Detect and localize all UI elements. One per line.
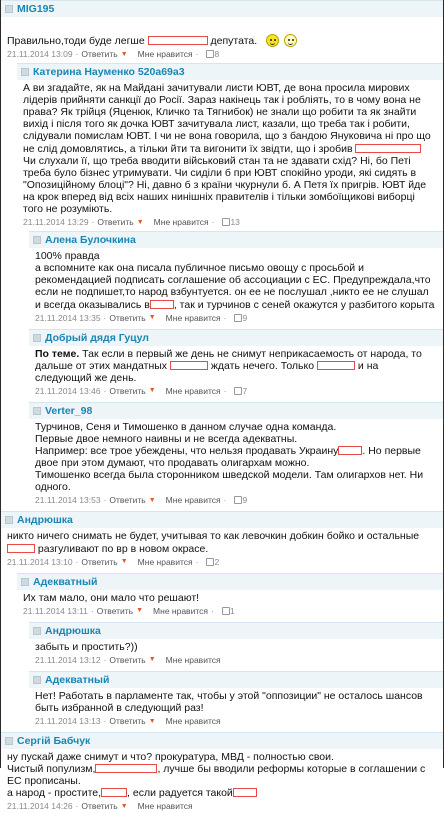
comment (29, 622, 443, 667)
comment-body: забыть и простить?)) (35, 640, 138, 653)
like-count: 8 (214, 49, 220, 60)
comment-body: 100% правда а вспомните как она писала публичное письмо овощу с просьбой и рекомендацией подписать соглашение об ассоциации с ЕС. Предупреждала,что если не подпишет,то народ взбунтуется. он ее не послушал ,никто ее не слушал и всегда оказывались в , так и турчинов с сеней окажутся у разбитого корыта (35, 250, 435, 311)
timestamp: 21.11.2014 13:13 (35, 716, 101, 726)
like-link[interactable]: Мне нравится (165, 312, 221, 323)
reply-link[interactable]: Ответить (81, 801, 118, 812)
avatar (33, 407, 41, 415)
comment-meta: 21.11.2014 13:12 · Ответить ▼ Мне нравится (35, 654, 221, 665)
censored-word (170, 361, 208, 370)
like-link[interactable]: Мне нравится (153, 605, 208, 616)
chevron-down-icon[interactable]: ▼ (120, 558, 128, 566)
like-count: 1 (229, 605, 235, 616)
chevron-down-icon[interactable]: ▼ (120, 802, 128, 810)
comment-body: Турчинов, Сеня и Тимошенко в данном случае одна команда. Первые двое немного наивны и не всегда адекватны. Например: все трое убеждены, что нельзя продавать Украину . Но первые двое при этом думают, что продавать олигархам можно. Тимошенко всегда была сторонником шведской модели. Там олигархов нет. Ни одного. (35, 420, 424, 494)
author-name[interactable]: Адекватный (33, 575, 98, 588)
timestamp: 21.11.2014 14:26 (7, 801, 73, 812)
like-link[interactable]: Мне нравится (165, 654, 221, 665)
comment-meta: 21.11.2014 13:29 · Ответить ▼ Мне нравится · 13 (23, 217, 240, 228)
like-count: 9 (242, 495, 248, 506)
censored-word (338, 446, 362, 455)
censored-word (233, 788, 257, 797)
timestamp: 21.11.2014 13:29 (23, 217, 89, 228)
timestamp: 21.11.2014 13:12 (35, 654, 101, 665)
comment-body: Нет! Работать в парламенте так, чтобы у этой "оппозиции" не осталось шансов быть избранной в следующий раз! (35, 689, 423, 714)
timestamp: 21.11.2014 13:46 (35, 385, 101, 396)
like-link[interactable]: Мне нравится (137, 556, 193, 567)
censored-word (150, 300, 174, 309)
timestamp: 21.11.2014 13:11 (23, 605, 88, 616)
like-icon[interactable] (206, 558, 214, 566)
chevron-down-icon[interactable]: ▼ (148, 387, 156, 395)
comment-header (1, 511, 443, 528)
reply-link[interactable]: Ответить (97, 217, 134, 228)
chevron-down-icon[interactable]: ▼ (148, 496, 156, 504)
comment (29, 329, 443, 398)
comment-body: ну пускай даже снимут и что? прокуратура, МВД - полностью свои. Чистый популизм, , лучше бы вводили реформы которые в соглашении с ЕС прописаны. а народ - простите, , если радуется такой (7, 751, 426, 800)
avatar (21, 68, 29, 76)
comment-header (29, 402, 443, 419)
like-link[interactable]: Мне нравится (153, 217, 209, 228)
author-name[interactable]: Алена Булочкина (45, 234, 136, 247)
author-name[interactable]: Адекватный (45, 673, 110, 686)
comment (17, 573, 443, 618)
reply-link[interactable]: Ответить (96, 605, 134, 616)
comment (1, 0, 443, 61)
reply-link[interactable]: Ответить (109, 716, 146, 726)
comment-meta: 21.11.2014 13:11 · Ответить ▼ Мне нравится · 1 (23, 605, 235, 616)
timestamp: 21.11.2014 13:35 (35, 312, 101, 323)
like-icon[interactable] (234, 387, 242, 395)
comment-header (29, 231, 443, 248)
timestamp: 21.11.2014 13:53 (35, 495, 101, 506)
censored-word (355, 144, 421, 153)
smiley-icon (266, 34, 279, 47)
chevron-down-icon[interactable]: ▼ (136, 218, 144, 226)
comment-meta: 21.11.2014 13:09 · Ответить ▼ Мне нравится · 8 (7, 49, 220, 60)
like-icon[interactable] (222, 607, 230, 615)
avatar (33, 236, 41, 244)
comment-meta: 21.11.2014 13:13 · Ответить ▼ Мне нравится (35, 716, 221, 726)
comment-header (1, 0, 443, 17)
like-count: 2 (214, 556, 220, 567)
censored-word (101, 788, 127, 797)
comment-body: Их там мало, они мало что решают! (23, 591, 200, 604)
like-link[interactable]: Мне нравится (165, 495, 221, 506)
censored-word (7, 544, 35, 553)
comment-meta: 21.11.2014 13:53 · Ответить ▼ Мне нравится · 9 (35, 495, 248, 506)
author-name[interactable]: Добрый дядя Гуцул (45, 331, 149, 344)
smiley-icon (284, 34, 297, 47)
reply-link[interactable]: Ответить (81, 49, 118, 60)
like-icon[interactable] (206, 50, 214, 58)
comment-meta: 21.11.2014 14:26 · Ответить ▼ Мне нравится (7, 801, 193, 812)
chevron-down-icon[interactable]: ▼ (120, 50, 128, 58)
reply-link[interactable]: Ответить (109, 312, 146, 323)
comment-header (29, 671, 443, 688)
timestamp: 21.11.2014 13:10 (7, 556, 73, 567)
timestamp: 21.11.2014 13:09 (7, 49, 73, 60)
comment-body: Правильно,тоди буде легше депутата. (1, 17, 443, 47)
avatar (5, 5, 13, 13)
author-name[interactable]: Андрюшка (45, 624, 101, 637)
avatar (33, 627, 41, 635)
comment-header (29, 622, 443, 639)
comment (29, 402, 443, 508)
comment-body: По теме. Так если в первый же день не снимут неприкасаемость от народа, то дальше от этих мандатных ждать нечего. Только и на следующий же день. (35, 347, 422, 384)
avatar (21, 578, 29, 586)
comment-meta: 21.11.2014 13:46 · Ответить ▼ Мне нравится · 7 (35, 385, 248, 396)
chevron-down-icon[interactable]: ▼ (148, 314, 156, 322)
author-name[interactable]: Сергій Бабчук (17, 735, 91, 747)
author-name[interactable]: Verter_98 (45, 404, 93, 417)
like-link[interactable]: Мне нравится (137, 49, 193, 60)
avatar (5, 516, 13, 524)
reply-link[interactable]: Ответить (109, 385, 146, 396)
like-count: 7 (242, 385, 248, 396)
comment-header (1, 732, 443, 749)
comment-body: никто ничего снимать не будет, учитывая то как левочкин добкин бойко и остальные разгуливают по вр в новом окрасе. (7, 530, 420, 555)
comment-header (17, 63, 443, 80)
comment (1, 511, 443, 568)
comment-header (17, 573, 443, 590)
reply-link[interactable]: Ответить (81, 556, 118, 567)
chevron-down-icon[interactable]: ▼ (148, 656, 156, 664)
censored-word (148, 36, 208, 45)
comment (17, 63, 443, 229)
reply-link[interactable]: Ответить (109, 495, 146, 506)
like-icon[interactable] (222, 218, 230, 226)
comment-body: А ви згадайте, як на Майдані зачитували листи ЮВТ, де вона просила мирових лідерів прийняти санкції до Росії. Зараз накінець так і робліять, то в чому вона не права? Як трійця (Яценюк, Кличко та Тягнибок) не знали що робити та як знайти вихід і після того як дочка ЮВТ зачитувала лист, казали, що треба так і робити, слідували помислам ЮВТ. І чи не вона говорила, що з бандою Януковича ні про що не слід домовлятись, а тільки йти та вигонити їх звідти, що і зробив Чи слухали її, що треба вводити військовий стан та не здавати схід? Ні, бо Петі треба було бізнес утримувати. Чи сиділи б при ЮВТ спокійно уроди, які сидять в "Опозиційному блоці"? Ні, давно б з країни чкурнули б. А Петя їх пригрів. ЮВТ йде на крок вперед від всіх наших нинішніх правителів і тільки зомбоїщикові виборці того не розуміють. (23, 82, 431, 216)
avatar (33, 676, 41, 684)
comment (29, 231, 443, 324)
comment-header (29, 329, 443, 346)
avatar (33, 334, 41, 342)
comment-meta: 21.11.2014 13:35 · Ответить ▼ Мне нравится · 9 (35, 312, 248, 323)
like-count: 9 (242, 312, 248, 323)
like-link[interactable]: Мне нравится (165, 385, 221, 396)
like-icon[interactable] (234, 314, 242, 322)
author-name[interactable]: MIG195 (17, 3, 55, 15)
chevron-down-icon[interactable]: ▼ (136, 607, 144, 615)
like-count: 13 (230, 217, 240, 228)
chevron-down-icon[interactable]: ▼ (148, 717, 156, 725)
censored-word (95, 764, 157, 773)
like-link[interactable]: Мне нравится (165, 716, 221, 726)
author-name[interactable]: Андрюшка (17, 514, 73, 527)
comment (29, 671, 443, 728)
like-link[interactable]: Мне нравится (137, 801, 193, 812)
reply-link[interactable]: Ответить (109, 654, 146, 665)
avatar (5, 737, 13, 745)
author-name[interactable]: Катерина Науменко 520a69a3 (33, 66, 185, 79)
censored-word (317, 361, 355, 370)
comment-meta: 21.11.2014 13:10 · Ответить ▼ Мне нравится · 2 (7, 556, 220, 567)
like-icon[interactable] (234, 496, 242, 504)
comment (1, 732, 443, 813)
